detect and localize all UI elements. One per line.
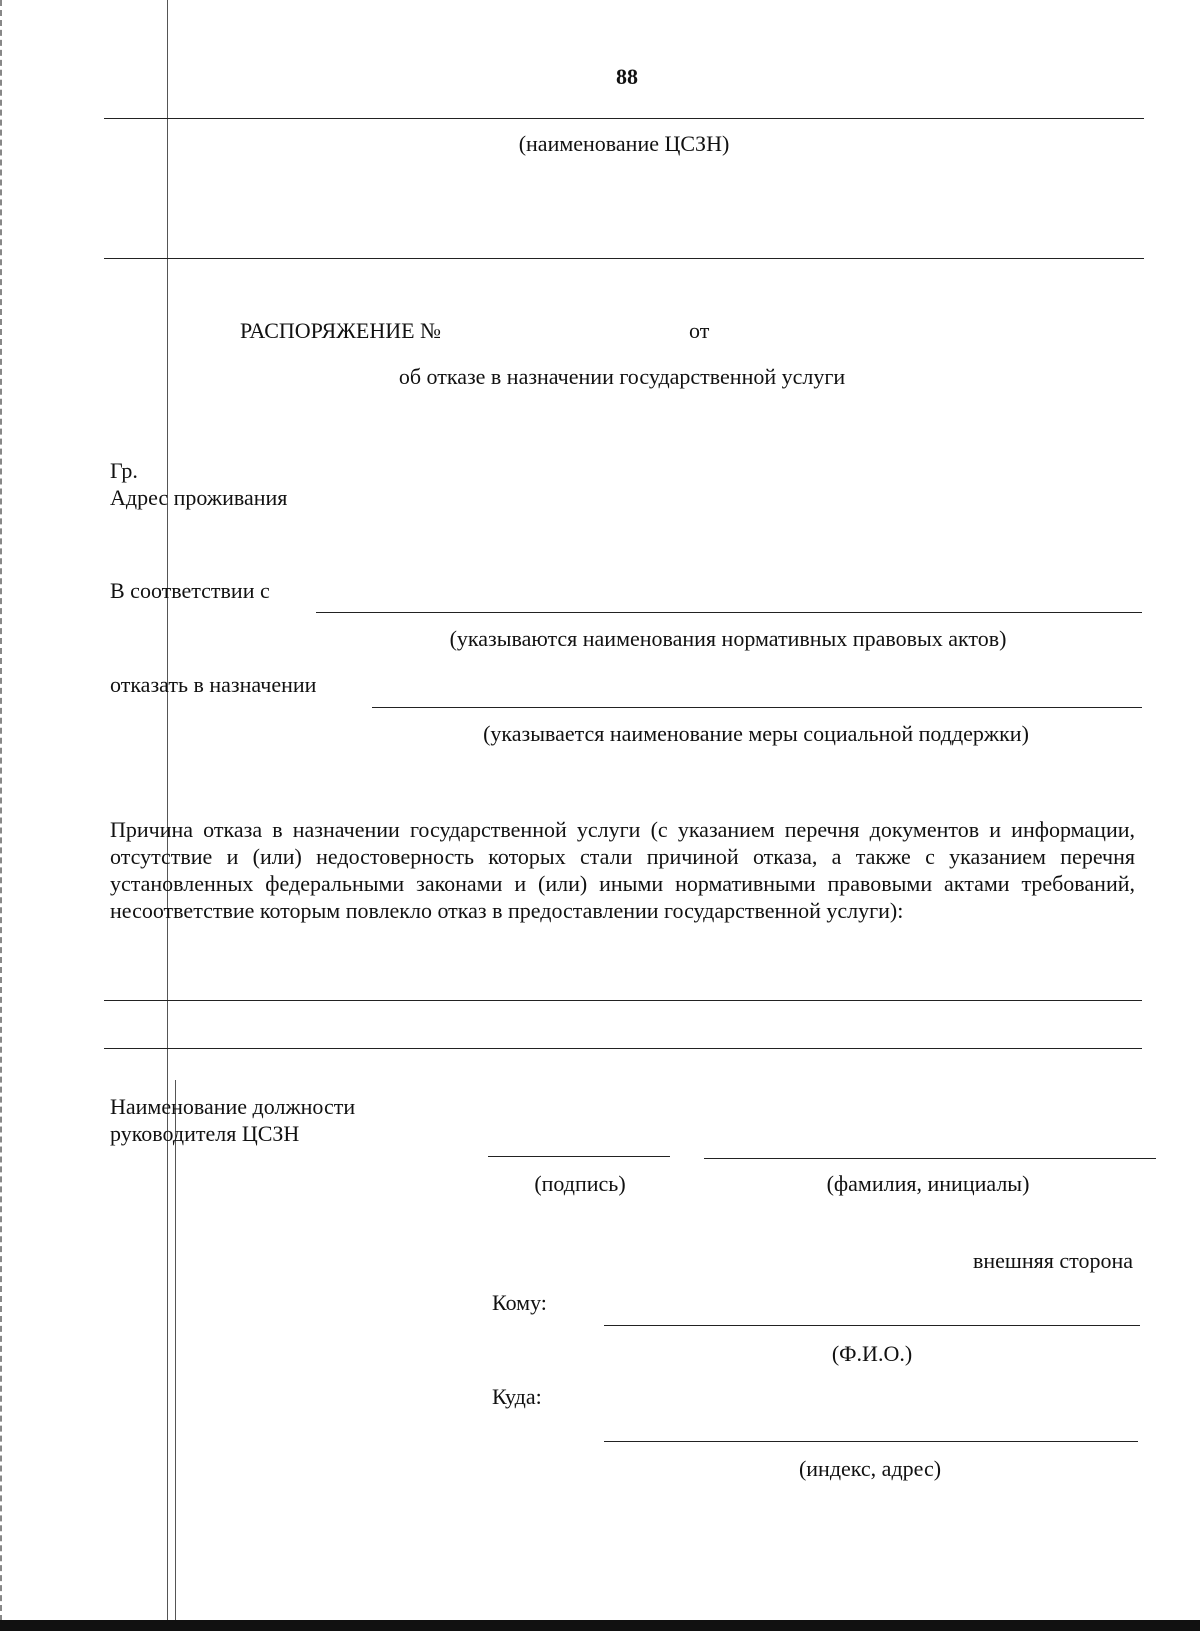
where-caption: (индекс, адрес) bbox=[798, 1456, 942, 1481]
org-address-line bbox=[104, 258, 1144, 259]
basis-line bbox=[316, 612, 1142, 613]
refuse-label: отказать в назначении bbox=[110, 672, 317, 697]
order-subject: об отказе в назначении государственной услуги bbox=[398, 364, 846, 389]
refuse-line bbox=[372, 707, 1142, 708]
order-date-label: от bbox=[689, 318, 710, 343]
scan-fold-line-lower bbox=[175, 1080, 176, 1620]
page-number: 88 bbox=[616, 64, 638, 89]
to-caption: (Ф.И.О.) bbox=[831, 1341, 913, 1366]
outer-side-label: внешняя сторона bbox=[972, 1248, 1133, 1273]
address-label: Адрес проживания bbox=[110, 485, 288, 510]
full-name-caption: (фамилия, инициалы) bbox=[826, 1171, 1030, 1196]
org-name-caption: (наименование ЦСЗН) bbox=[518, 131, 730, 156]
reason-line-2 bbox=[104, 1048, 1142, 1049]
refuse-caption: (указывается наименование меры социальной поддержки) bbox=[483, 721, 1029, 746]
citizen-label: Гр. bbox=[110, 458, 138, 483]
org-name-line bbox=[104, 118, 1144, 119]
to-label: Кому: bbox=[492, 1290, 547, 1315]
scan-edge bbox=[0, 0, 2, 1631]
basis-label: В соответствии с bbox=[110, 578, 270, 603]
refusal-reason-text: Причина отказа в назначении государственной услуги (с указанием перечня документов и информации, отсутствие и (или) недостоверность которых стали причиной отказа, а также с указанием перечня установленных федеральными законами и (или) иными нормативными правовыми актами требований, несоответствие которым повлекло отказ в предоставлении государственной услуги): bbox=[110, 817, 1135, 923]
full-name-line bbox=[704, 1158, 1156, 1159]
scan-fold-line bbox=[167, 0, 168, 1620]
position-title-line2: руководителя ЦСЗН bbox=[110, 1121, 300, 1146]
signature-line bbox=[488, 1156, 670, 1157]
order-title: РАСПОРЯЖЕНИЕ № bbox=[240, 318, 442, 343]
position-title-line1: Наименование должности bbox=[110, 1094, 356, 1119]
where-line bbox=[604, 1441, 1138, 1442]
where-label: Куда: bbox=[492, 1384, 542, 1409]
scan-bottom-border bbox=[0, 1620, 1200, 1631]
basis-caption: (указываются наименования нормативных правовых актов) bbox=[449, 626, 1007, 651]
signature-caption: (подпись) bbox=[534, 1171, 626, 1196]
reason-line-1 bbox=[104, 1000, 1142, 1001]
to-line bbox=[604, 1325, 1140, 1326]
